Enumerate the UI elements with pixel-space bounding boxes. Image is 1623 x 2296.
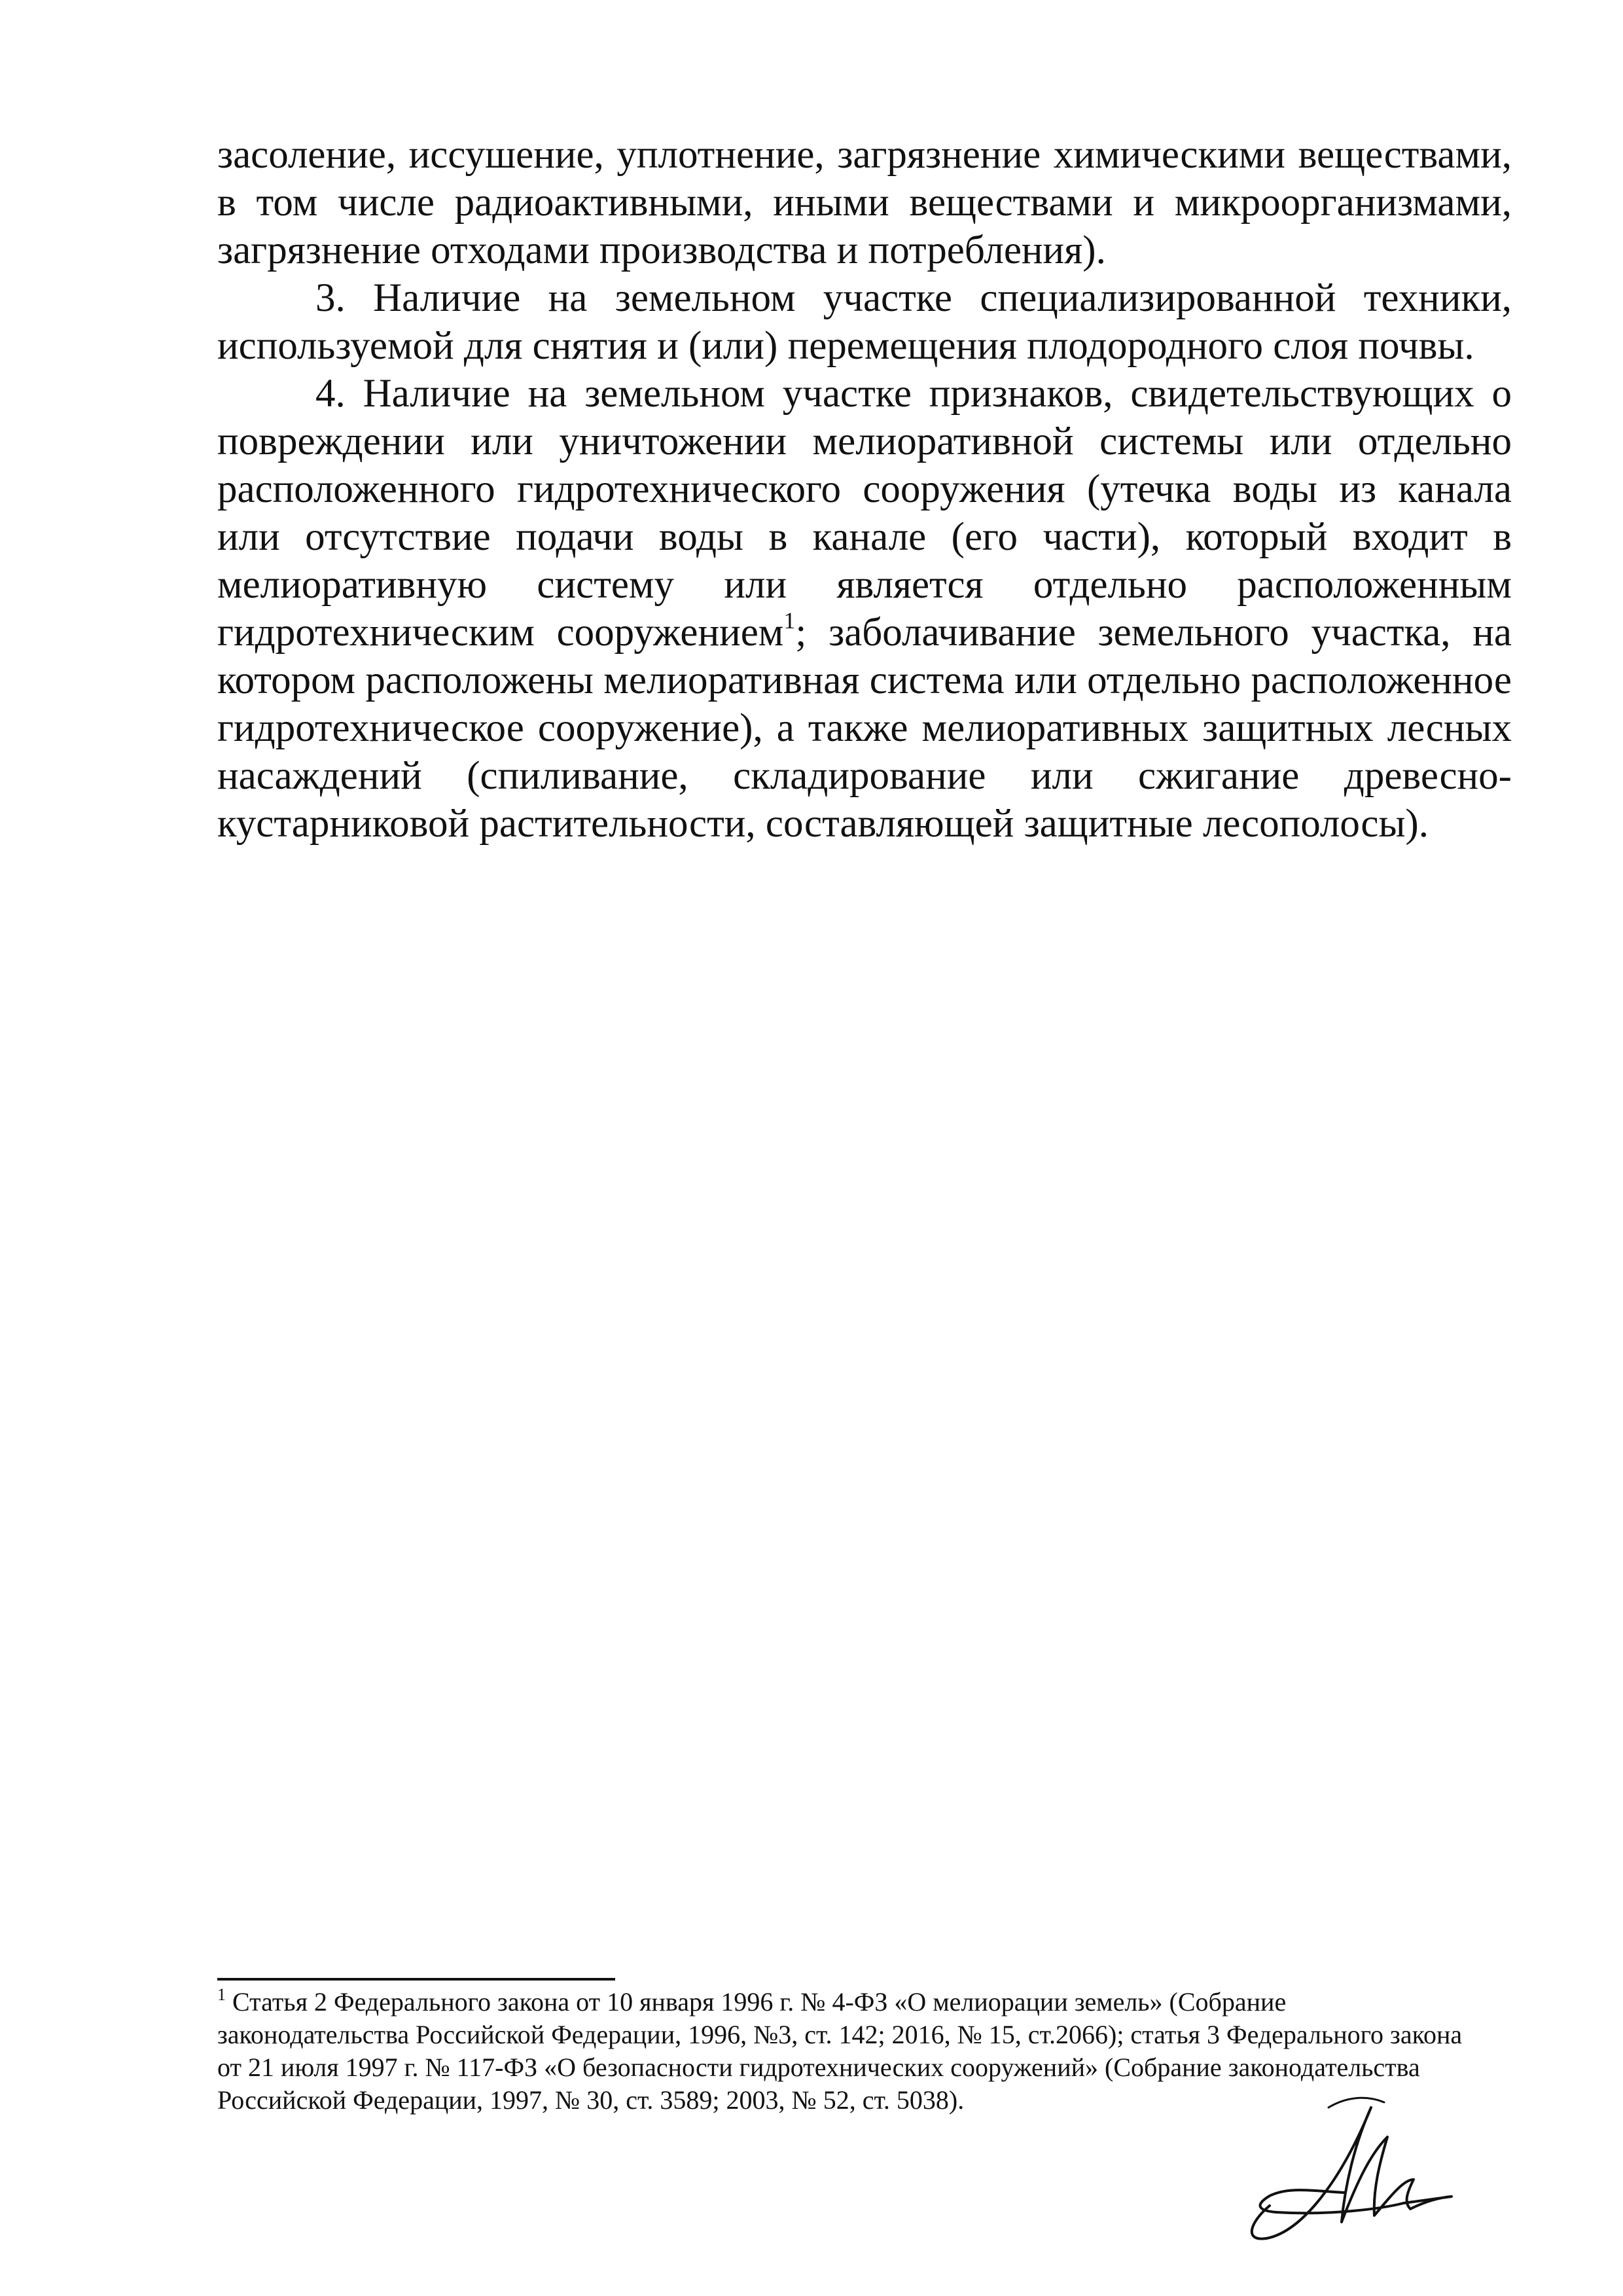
footnote-separator xyxy=(217,1978,615,1981)
handwritten-signature xyxy=(1230,2081,1453,2245)
paragraph-item-3: 3. Наличие на земельном участке специализированной техники, используемой для снятия и (или) перемещения плодородного слоя почвы. xyxy=(217,276,1512,368)
footnote-marker: 1 xyxy=(217,1985,226,2004)
item-4-text-part1: 4. Наличие на земельном участке признаков, свидетельствующих о повреждении или уничтожении мелиоративной системы или отдельно расположенного гидротехнического сооружения (утечка воды из канала или отсутствие подачи воды в канале (его части), который входит в мелиоративную систему или является отдельно расположенным гидротехническим сооружением xyxy=(217,372,1512,655)
footnote-reference: 1 xyxy=(783,607,796,634)
paragraph-item-4 xyxy=(217,370,1512,848)
item-4-text-part2: ; заболачивание земельного участка, на котором расположены мелиоративная система или отдельно расположенное гидротехническое сооружение), а также мелиоративных защитных лесных насаждений (спиливание, складирование или сжигание древесно-кустарниковой растительности, составляющей защитные лесополосы). xyxy=(217,611,1512,846)
body-text xyxy=(217,131,1512,848)
footnote-text: Статья 2 Федерального закона от 10 января 1996 г. № 4-ФЗ «О мелиорации земель» (Собрание законодательства Российской Федерации, 1996, №3, ст. 142; 2016, № 15, ст.2066); статья 3 Федерального закона от 21 июля 1997 г. № 117-ФЗ «О безопасности гидротехнических сооружений» (Собрание законодательства Российской Федерации, 1997, № 30, ст. 3589; 2003, № 52, ст. 5038). xyxy=(217,1987,1463,2115)
paragraph-continuation: засоление, иссушение, уплотнение, загрязнение химическими веществами, в том числе радиоактивными, иными веществами и микроорганизмами, загрязнение отходами производства и потребления). xyxy=(217,133,1512,272)
